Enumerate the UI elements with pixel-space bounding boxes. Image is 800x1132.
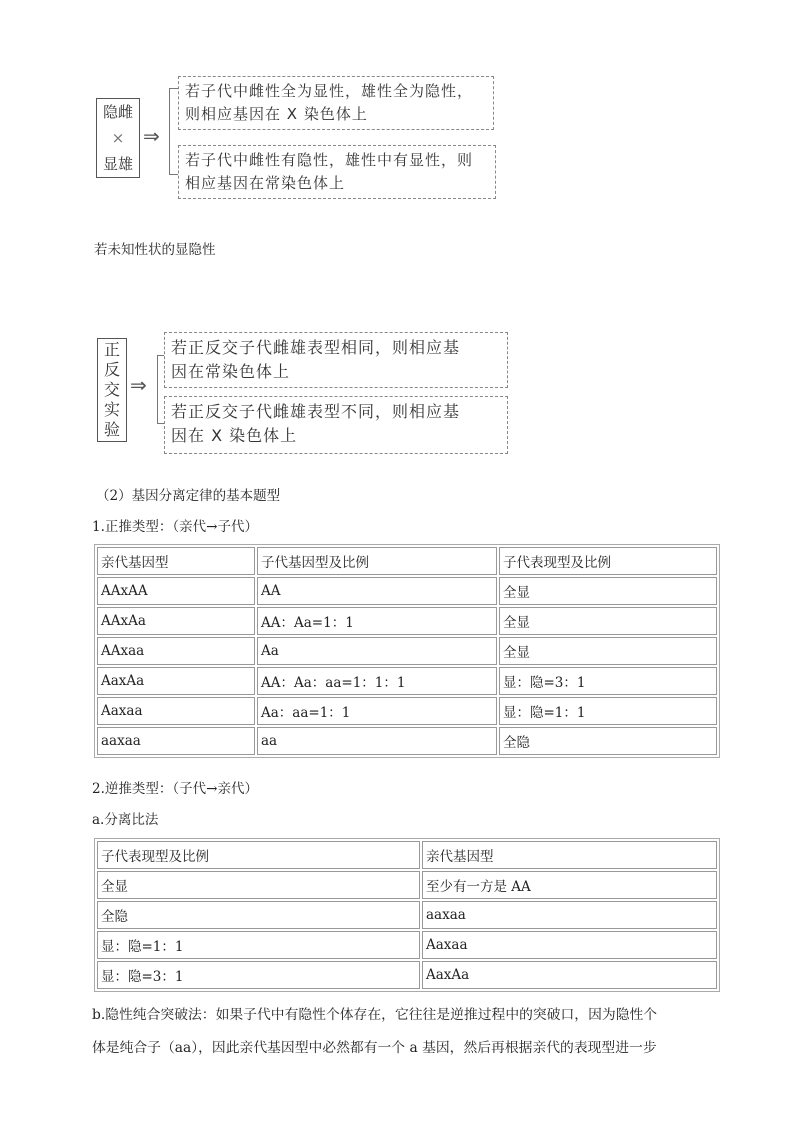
table-cell: 全显 [97,871,420,899]
diagram2-left-box [97,338,127,442]
diagram2-left-char-5: 验 [103,420,120,439]
table-row [97,901,717,929]
table1-header-offspring-genotype: 子代基因型及比例 [257,547,497,575]
table1-header-offspring-phenotype: 子代表现型及比例 [499,547,717,575]
diagram1-left-box [96,98,140,178]
table-cell: Aa [257,637,497,665]
diagram1-box-autosomal [178,145,496,199]
table-cell: AaxAa [97,667,255,695]
table-cell: Aa：aa=1：1 [257,697,497,725]
diagram1-left-cross: × [111,129,125,147]
diagram1-box1-line2: 则相应基因在 X 染色体上 [185,105,368,123]
table-cell: AAxAA [97,577,255,605]
table-cell: AAxaa [97,637,255,665]
table-cell: 全显 [499,607,717,635]
diagram1-bracket [169,88,170,174]
method-b-paragraph-line1: b.隐性纯合突破法：如果子代中有隐性个体存在，它往往是逆推过程中的突破口，因为隐性个 [92,1007,658,1023]
section-title-segregation: （2）基因分离定律的基本题型 [96,488,281,504]
table-cell: Aaxaa [422,931,717,959]
table-forward-inference [94,544,720,758]
table-row [97,607,717,635]
table-header-row [97,547,717,575]
table-cell: 显：隐=3：1 [499,667,717,695]
table-row [97,667,717,695]
table-cell: aa [257,727,497,755]
table-cell: AA：Aa：aa=1：1：1 [257,667,497,695]
table-cell: 全显 [499,637,717,665]
diagram2-left-char-4: 实 [103,400,120,419]
diagram2-box2-line2: 因在 X 染色体上 [171,426,298,445]
table-reverse-inference [94,838,720,992]
diagram2-box-same [164,332,508,388]
diagram2-box-different [164,396,508,454]
table-header-row [97,841,717,869]
table1-header-parent: 亲代基因型 [97,547,255,575]
table-row [97,637,717,665]
table-cell: AA：Aa=1：1 [257,607,497,635]
table-cell: aaxaa [97,727,255,755]
diagram2-left-char-2: 反 [103,360,120,379]
method-a-title: a.分离比法 [92,812,159,828]
diagram2-left-char-1: 正 [103,340,120,359]
table-cell: 至少有一方是 AA [422,871,717,899]
table-cell: 全隐 [499,727,717,755]
method-b-paragraph-line2: 体是纯合子（aa），因此亲代基因型中必然都有一个 a 基因，然后再根据亲代的表现型进一步 [92,1040,657,1056]
diagram2-left-char-3: 交 [103,380,120,399]
diagram2-box1-line2: 因在常染色体上 [171,362,291,381]
table-cell: 显：隐=1：1 [499,697,717,725]
diagram1-arrow-icon: ⇒ [143,124,160,148]
diagram1-box2-line2: 相应基因在常染色体上 [185,174,346,192]
diagram2-box1-line1: 若正反交子代雌雄表型相同，则相应基 [171,338,461,357]
diagram2-arrow-icon: ⇒ [130,373,147,397]
type1-title: 1.正推类型：（亲代→子代） [92,519,258,535]
type2-title: 2.逆推类型：（子代→亲代） [92,781,258,797]
table-row [97,577,717,605]
diagram1-box2-line1: 若子代中雌性有隐性，雄性中有显性，则 [185,151,474,169]
diagram1-left-top: 隐雌 [102,103,133,121]
diagram1-box1-line1: 若子代中雌性全为显性，雄性全为隐性， [185,82,474,100]
table2-header-parent-genotype: 亲代基因型 [422,841,717,869]
table-cell: Aaxaa [97,697,255,725]
diagram1-left-bottom: 显雄 [102,155,133,173]
table2-header-offspring-phenotype: 子代表现型及比例 [97,841,420,869]
table-cell: aaxaa [422,901,717,929]
table-row [97,961,717,989]
heading-unknown-dominance: 若未知性状的显隐性 [94,242,216,258]
table-cell: 全隐 [97,901,420,929]
table-row [97,727,717,755]
diagram2-bracket [157,355,158,423]
diagram2-box2-line1: 若正反交子代雌雄表型不同，则相应基 [171,402,461,421]
table-cell: AAxAa [97,607,255,635]
table-row [97,697,717,725]
table-cell: 显：隐=1：1 [97,931,420,959]
table-cell: 显：隐=3：1 [97,961,420,989]
diagram1-box-x-linked [178,76,494,130]
table-row [97,871,717,899]
table-cell: AA [257,577,497,605]
table-cell: AaxAa [422,961,717,989]
table-cell: 全显 [499,577,717,605]
table-row [97,931,717,959]
